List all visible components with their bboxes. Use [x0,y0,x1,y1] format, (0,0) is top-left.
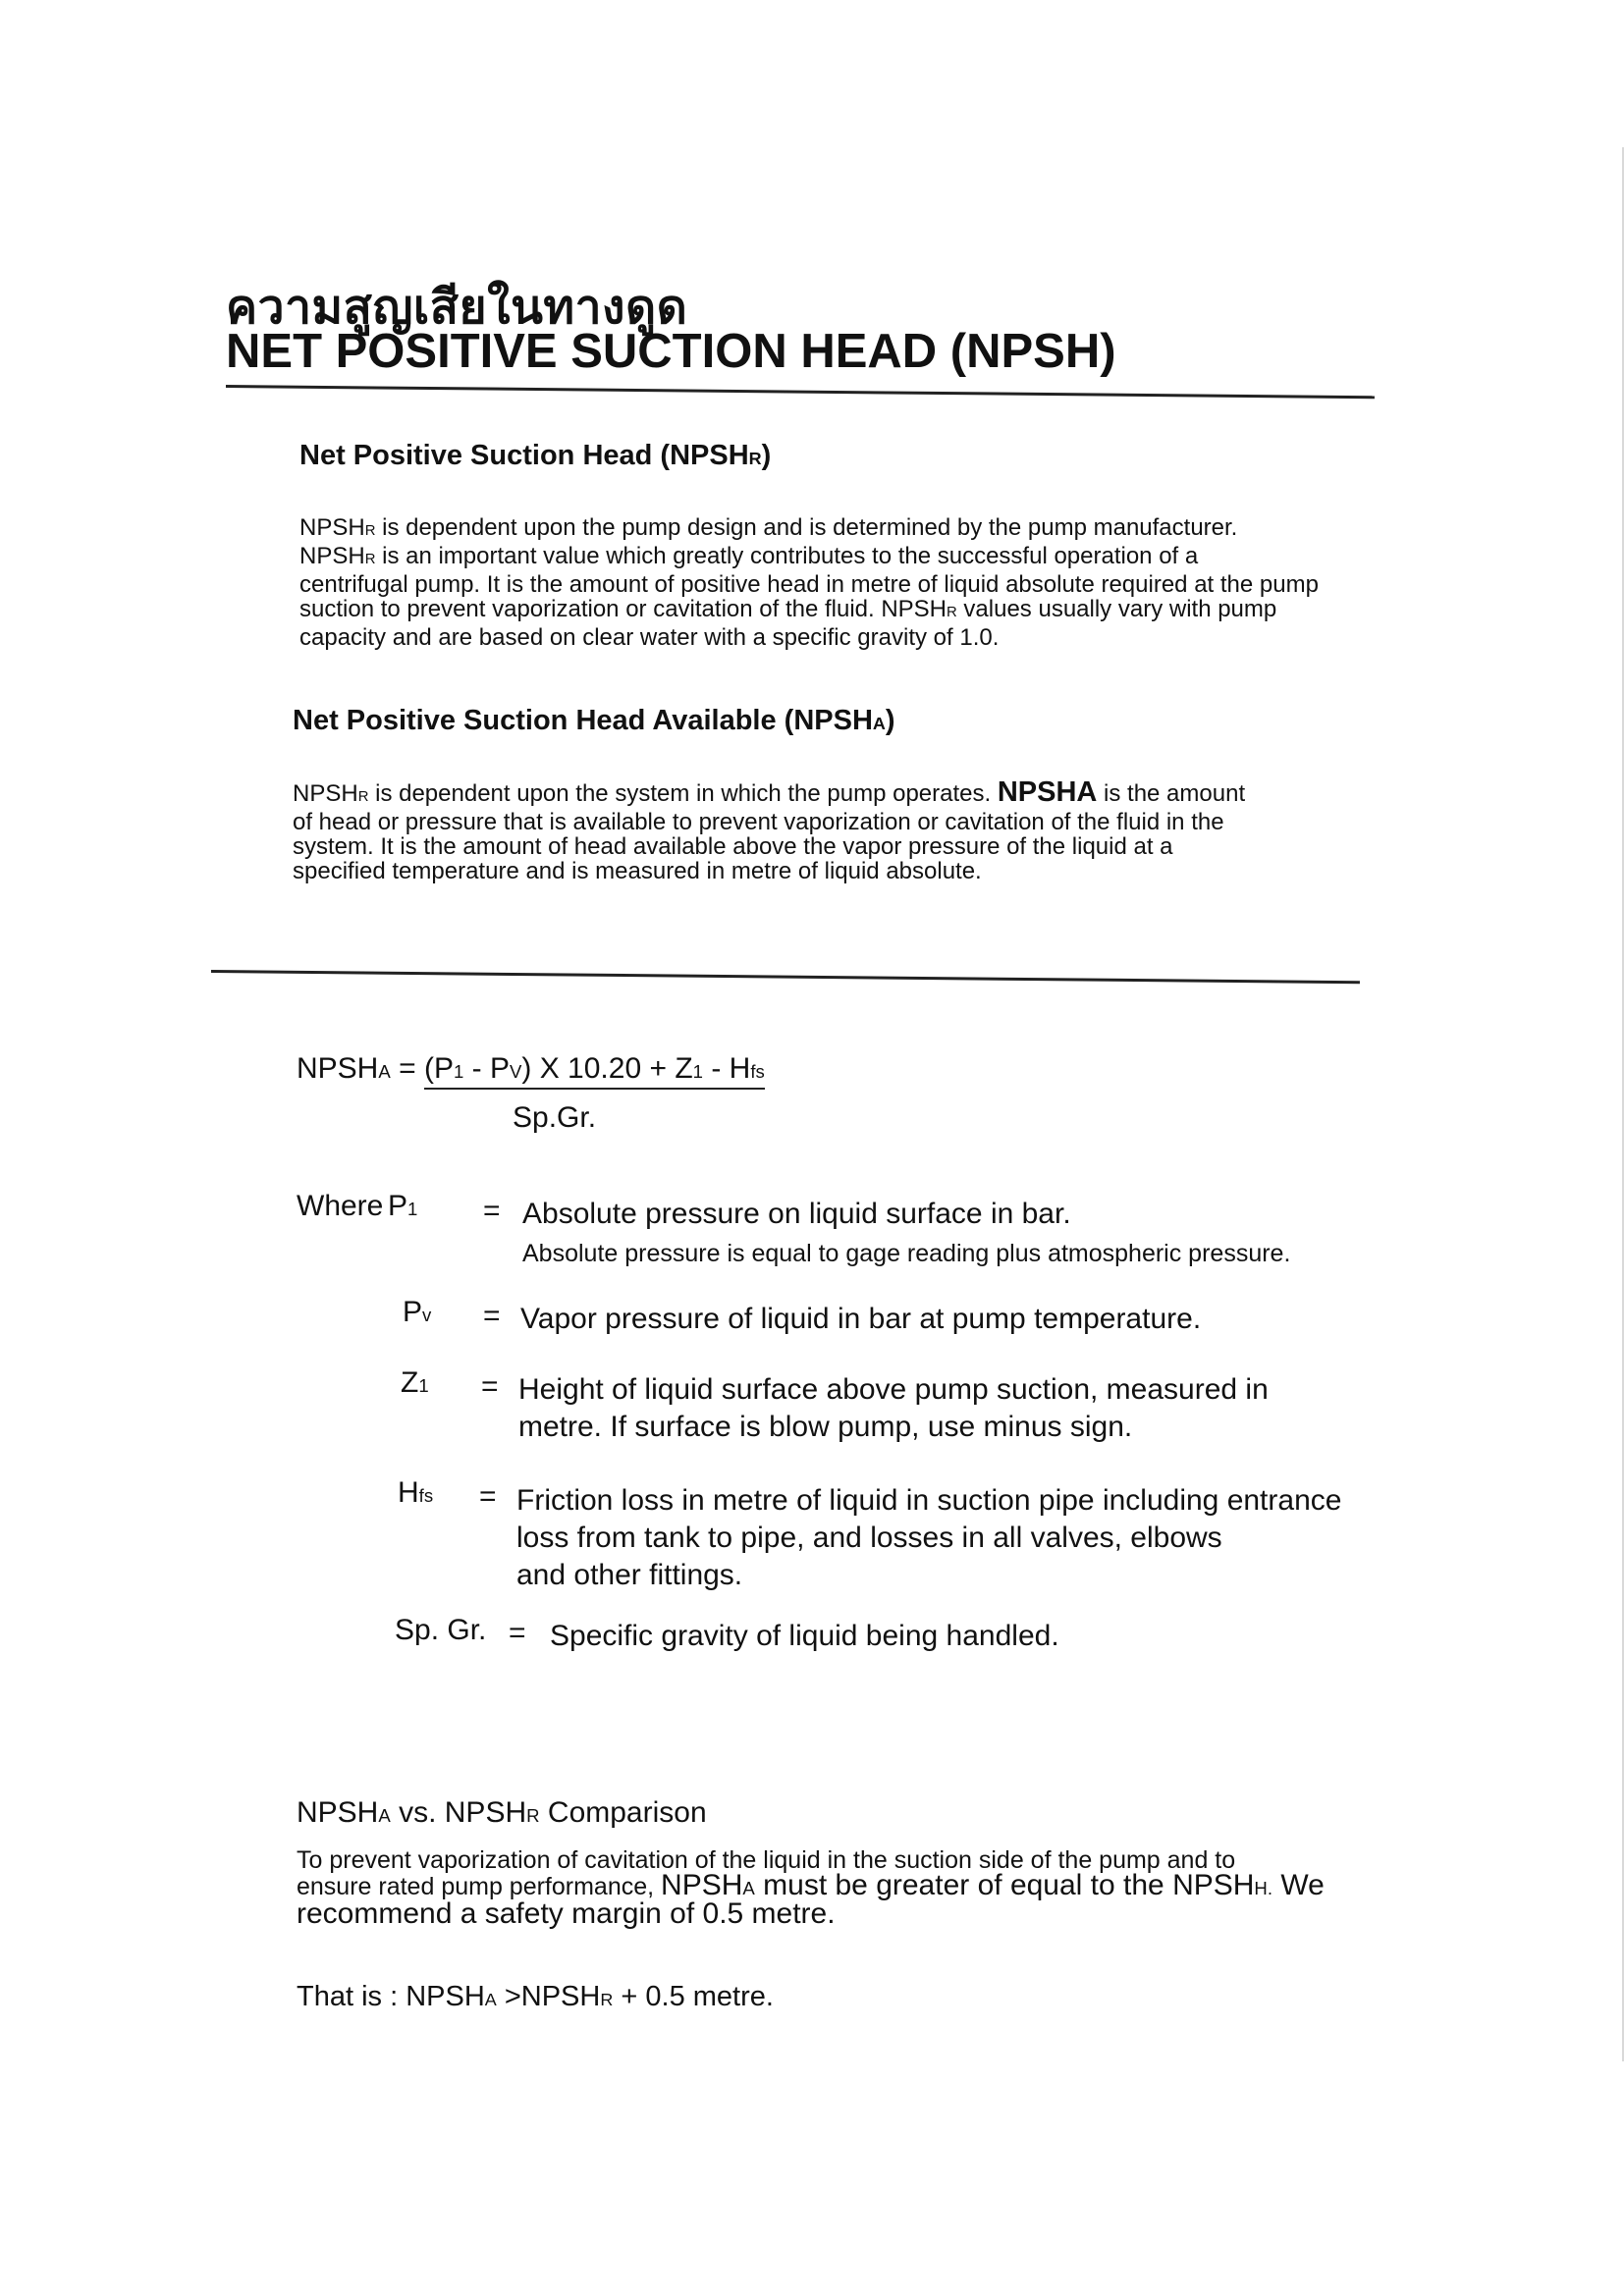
npshr-heading: Net Positive Suction Head (NPSHR) [299,440,772,471]
comparison-line-1: To prevent vaporization of cavitation of the liquid in the suction side of the pump and to [297,1846,1236,1874]
thai-heading: ความสูญเสียในทางดูด [226,282,688,334]
z1-description [518,1371,1269,1446]
p1-description: Absolute pressure on liquid surface in bar. [522,1198,1071,1230]
sg-equals: = [509,1617,526,1649]
p1-note: Absolute pressure is equal to gage reading plus atmospheric pressure. [522,1240,1291,1267]
npshr-line-3: centrifugal pump. It is the amount of positive head in metre of liquid absolute required at the pump [299,571,1319,598]
sg-description: Specific gravity of liquid being handled. [550,1620,1059,1652]
z1-line-2: metre. If surface is blow pump, use minus sign. [518,1411,1133,1443]
z1-symbol: Z1 [401,1366,429,1399]
hfs-line-3: and other fittings. [516,1559,743,1591]
comparison-line-2: ensure rated pump performance, NPSHA must be greater of equal to the NPSHH. We [297,1869,1325,1901]
title-rule [226,385,1375,399]
formula-numerator: (P1 - PV) X 10.20 + Z1 - Hfs [424,1052,765,1090]
hfs-description [516,1482,1341,1594]
formula-denominator: Sp.Gr. [513,1101,597,1134]
hfs-equals: = [479,1480,497,1513]
z1-equals: = [481,1370,499,1403]
hfs-line-2: loss from tank to pipe, and losses in all valves, elbows [516,1522,1222,1554]
npsha-paragraph [293,776,1319,884]
comparison-heading: NPSHA vs. NPSHR Comparison [297,1796,707,1829]
section-divider [211,970,1360,984]
z1-line-1: Height of liquid surface above pump suction, measured in [518,1373,1269,1406]
npsha-line-3: system. It is the amount of head available above the vapor pressure of the liquid at a [293,833,1173,860]
sg-symbol: Sp. Gr. [395,1614,487,1646]
comparison-rule: That is : NPSHA >NPSHR + 0.5 metre. [297,1981,774,2012]
page-title: NET POSITIVE SUCTION HEAD (NPSH) [226,325,1116,378]
npsha-heading: Net Positive Suction Head Available (NPSHA) [293,705,895,736]
npshr-line-2: NPSHR is an important value which greatly contributes to the successful operation of a [299,543,1199,569]
npsha-formula: NPSHA = (P1 - PV) X 10.20 + Z1 - Hfs [297,1052,765,1090]
npshr-paragraph [299,515,1326,650]
hfs-line-1: Friction loss in metre of liquid in suction pipe including entrance [516,1484,1342,1517]
npshr-line-5: capacity and are based on clear water with a specific gravity of 1.0. [299,624,1000,651]
pv-equals: = [483,1300,501,1332]
comparison-line-3: recommend a safety margin of 0.5 metre. [297,1897,836,1930]
p1-symbol: P1 [388,1190,418,1222]
pv-symbol: Pv [403,1296,432,1328]
npshr-line-4: suction to prevent vaporization or cavitation of the fluid. NPSHR values usually vary with pump [299,596,1277,622]
npsha-line-2: of head or pressure that is available to prevent vaporization or cavitation of the fluid in the [293,809,1224,835]
p1-equals: = [483,1195,501,1227]
npsha-line-4: specified temperature and is measured in metre of liquid absolute. [293,858,982,884]
npsha-line-1: NPSHR is dependent upon the system in which the pump operates. NPSHA is the amount [293,776,1246,808]
npshr-line-1: NPSHR is dependent upon the pump design and is determined by the pump manufacturer. [299,514,1238,541]
comparison-paragraph [297,1846,1377,1930]
hfs-symbol: Hfs [398,1476,434,1509]
where-label: Where [297,1190,384,1222]
pv-description: Vapor pressure of liquid in bar at pump temperature. [520,1303,1202,1335]
